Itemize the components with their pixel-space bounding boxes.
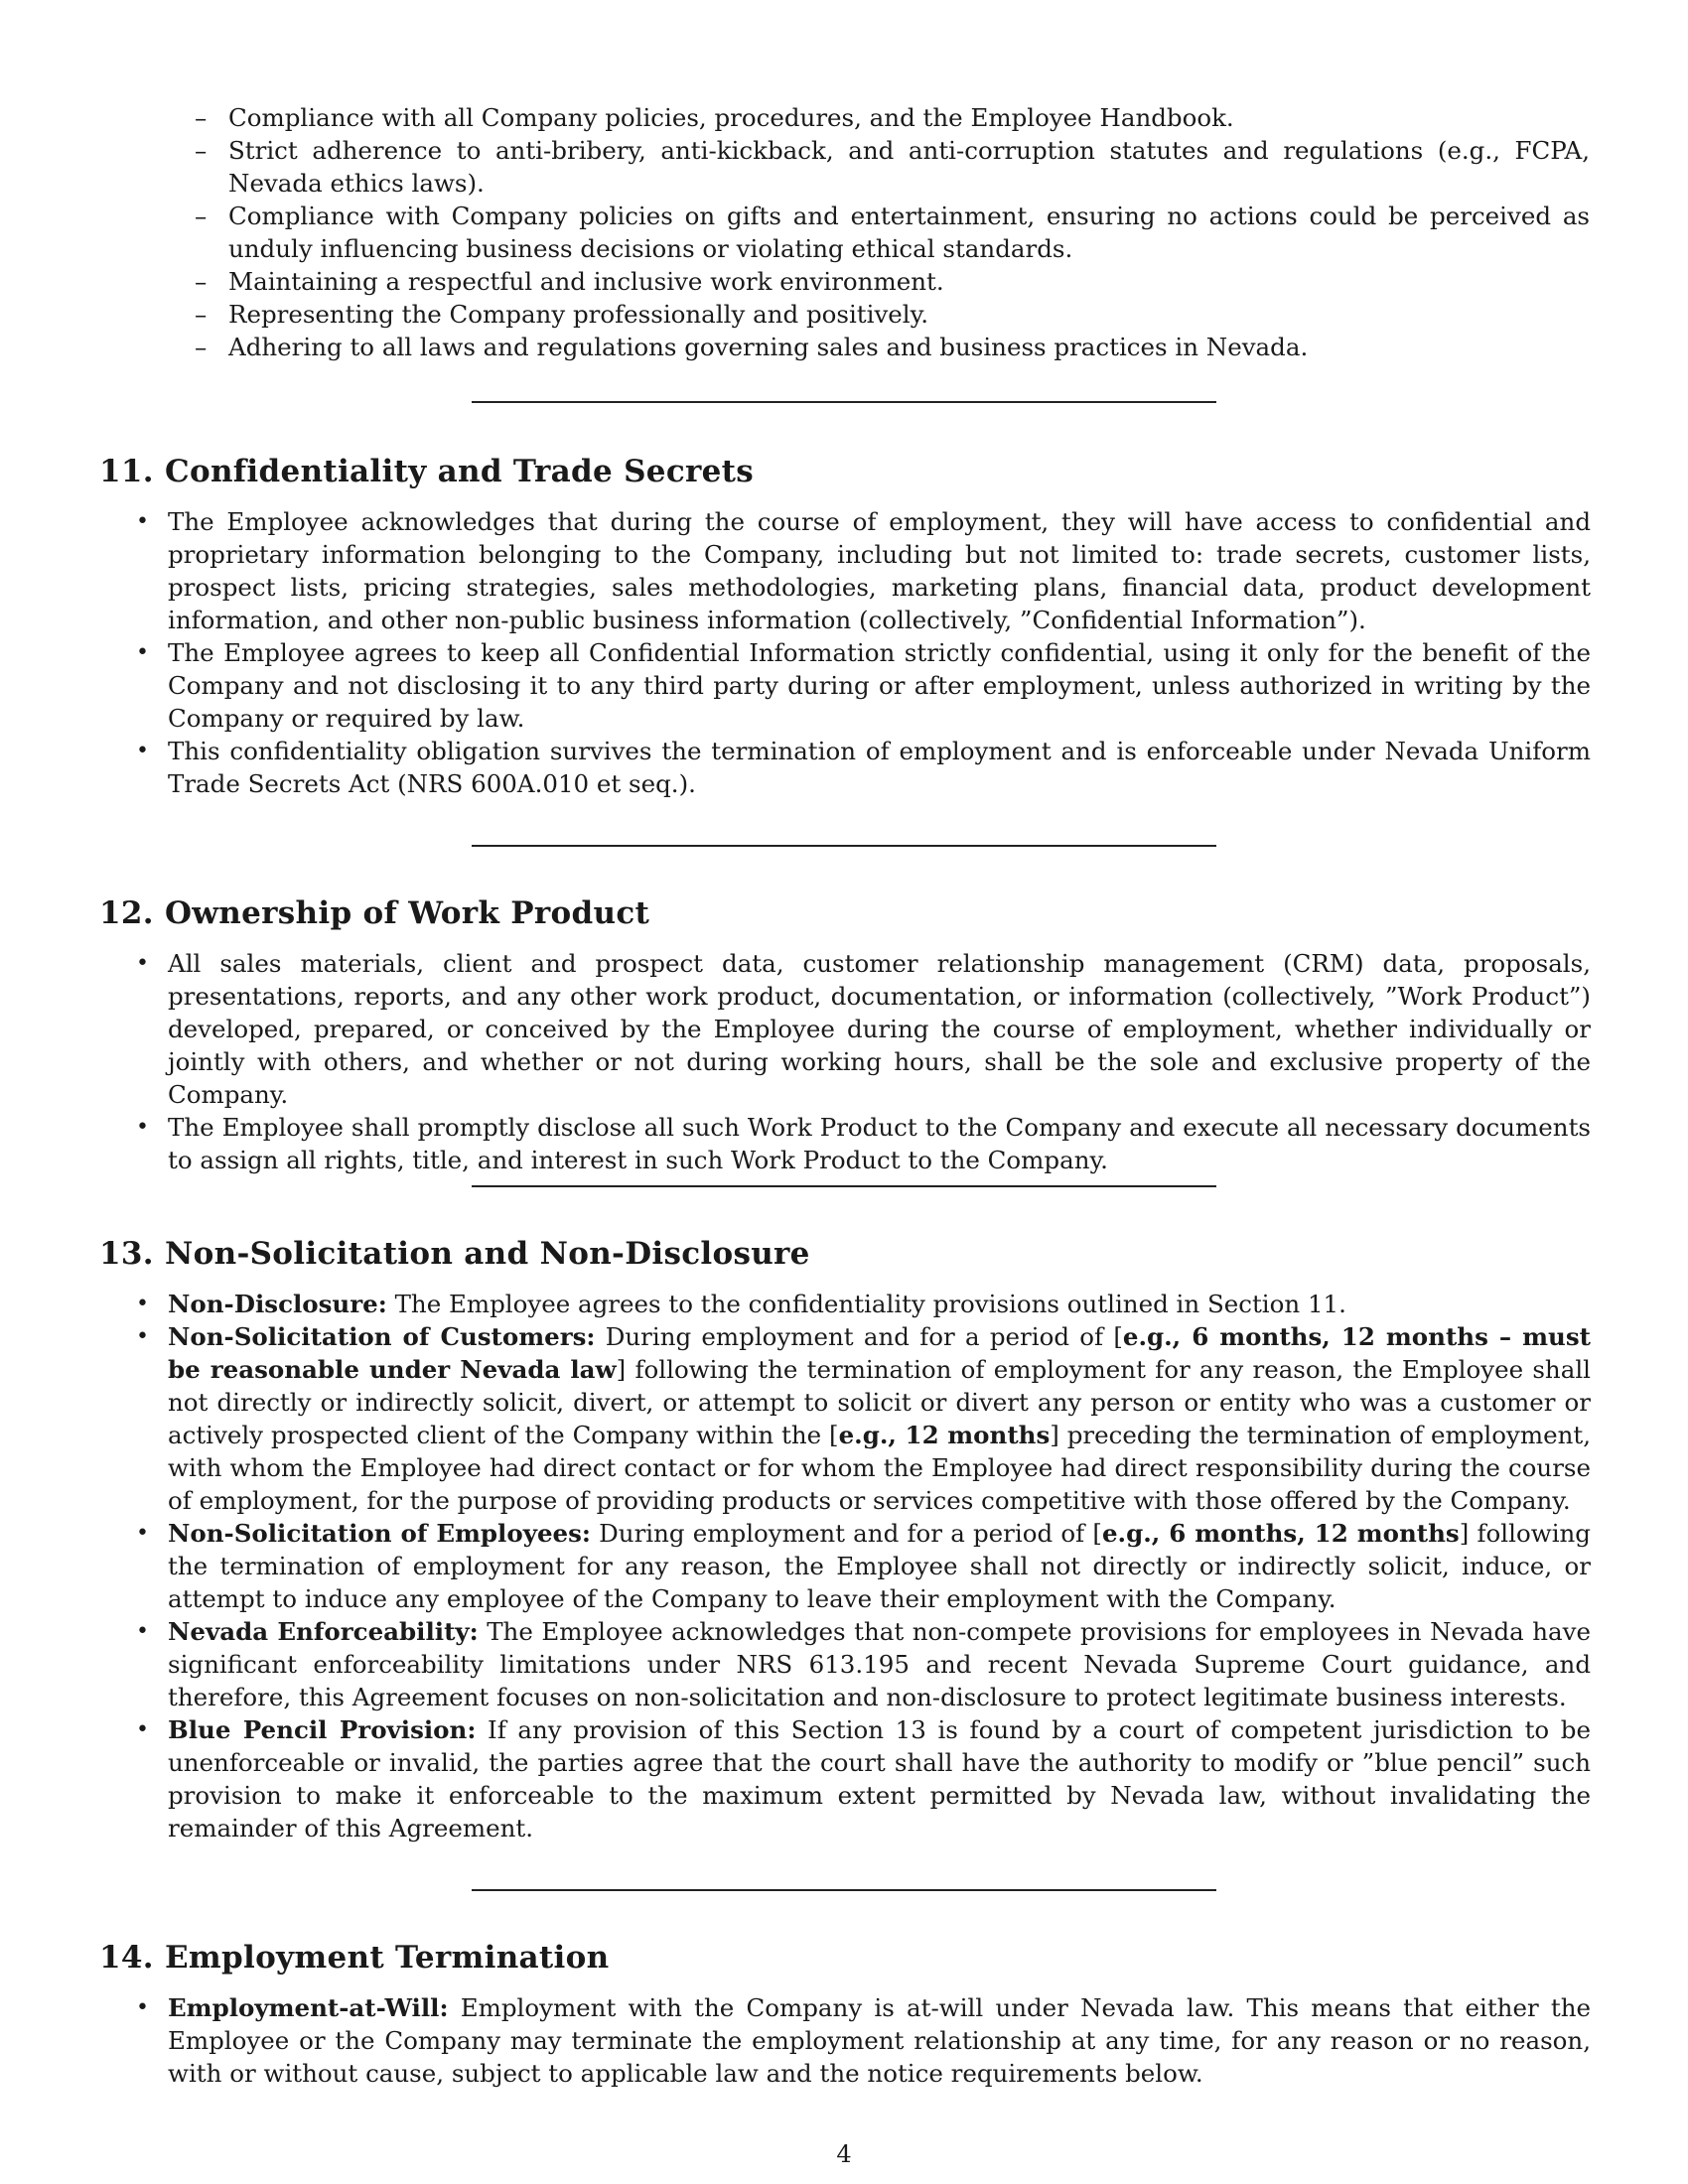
item-label: Blue Pencil Provision:	[168, 1715, 477, 1744]
bullet-marker: •	[136, 1619, 149, 1644]
page-number: 4	[836, 2140, 852, 2168]
section-12	[99, 893, 1591, 1176]
list-item: • All sales materials, client and prospect data, customer relationship management (CRM) data, proposals, presentations, reports, and any other work product, documentation, or information (collectively, ”Work Product”) developed, prepared, or conceived by the Employee during the course of employment, whether individually or jointly with others, and whether or not during working hours, shall be the sole and exclusive property of the Company.	[136, 949, 1591, 1109]
section-11	[99, 452, 1591, 800]
section-divider	[472, 1889, 1216, 1891]
section-divider	[472, 845, 1216, 847]
item-label: Non-Solicitation of Customers:	[168, 1322, 596, 1351]
dash-marker: –	[195, 300, 208, 329]
item-label: Non-Disclosure:	[168, 1290, 387, 1318]
section-14-list	[99, 1991, 1591, 2090]
list-item: – Compliance with Company policies on gifts and entertainment, ensuring no actions could be perceived as unduly influencing business decisions or violating ethical standards.	[195, 202, 1590, 263]
section-heading: 14. Employment Termination	[99, 1940, 610, 1976]
item-label: Non-Solicitation of Employees:	[168, 1519, 591, 1548]
section-divider	[472, 1185, 1216, 1187]
bullet-marker: •	[136, 1324, 149, 1349]
bullet-marker: •	[136, 640, 149, 665]
bullet-marker: •	[136, 1995, 149, 2020]
section-heading: 12. Ownership of Work Product	[99, 895, 650, 931]
bullet-marker: •	[136, 1115, 149, 1140]
dash-marker: –	[195, 202, 208, 230]
list-item: • The Employee shall promptly disclose all such Work Product to the Company and execute all necessary documents to assign all rights, title, and interest in such Work Product to the Company.	[136, 1113, 1591, 1174]
bullet-marker: •	[136, 739, 149, 763]
bullet-marker: •	[136, 1292, 149, 1316]
section-heading: 13. Non-Solicitation and Non-Disclosure	[99, 1236, 810, 1272]
bullet-marker: •	[136, 509, 149, 534]
bullet-marker: •	[136, 951, 149, 976]
section-14	[99, 1938, 1591, 2090]
item-label: Nevada Enforceability:	[168, 1617, 479, 1646]
list-item: • Blue Pencil Provision: If any provision of this Section 13 is found by a court of competent jurisdiction to be unenforceable or invalid, the parties agree that the court shall have the authority to modify or ”blue pencil” such provision to make it enforceable to the maximum extent permitted by Nevada law, without invalidating the remainder of this Agreement.	[136, 1715, 1591, 1843]
conduct-requirements-list	[195, 101, 1590, 363]
dash-marker: –	[195, 333, 208, 361]
list-item: – Representing the Company professionally and positively.	[195, 300, 929, 329]
item-label: Employment-at-Will:	[168, 1993, 449, 2022]
bullet-marker: •	[136, 1521, 149, 1546]
dash-marker: –	[195, 267, 208, 296]
list-item: – Maintaining a respectful and inclusive work environment.	[195, 267, 944, 296]
list-item: – Strict adherence to anti-bribery, anti-kickback, and anti-corruption statutes and regulations (e.g., FCPA, Nevada ethics laws).	[195, 136, 1590, 198]
list-item: • The Employee agrees to keep all Confidential Information strictly confidential, using it only for the benefit of the Company and not disclosing it to any third party during or after employment, unless authorized in writing by the Company or required by law.	[136, 638, 1591, 733]
bullet-marker: •	[136, 1717, 149, 1742]
list-item: • Non-Solicitation of Customers: During employment and for a period of [e.g., 6 months, 12 months – must be reasonable under Nevada law] following the termination of employment for any reason, the Employee shall not directly or indirectly solicit, divert, or attempt to solicit or divert any person or entity who was a customer or actively prospected client of the Company within the [e.g., 12 months] preceding the termination of employment, with whom the Employee had direct contact or for whom the Employee had direct responsibility during the course of employment, for the purpose of providing products or services competitive with those offered by the Company.	[136, 1322, 1591, 1515]
dash-marker: –	[195, 136, 208, 165]
section-11-list	[99, 505, 1591, 800]
list-item: • The Employee acknowledges that during the course of employment, they will have access to confidential and proprietary information belonging to the Company, including but not limited to: trade secrets, customer lists, prospect lists, pricing strategies, sales methodologies, marketing plans, financial data, product development information, and other non-public business information (collectively, ”Confidential Information”).	[136, 507, 1591, 634]
list-item: • Non-Disclosure: The Employee agrees to the confidentiality provisions outlined in Section 11.	[136, 1290, 1346, 1318]
list-item: • Non-Solicitation of Employees: During employment and for a period of [e.g., 6 months, 12 months] following the termination of employment for any reason, the Employee shall not directly or indirectly solicit, induce, or attempt to induce any employee of the Company to leave their employment with the Company.	[136, 1519, 1591, 1613]
section-13	[99, 1234, 1591, 1844]
list-item: – Compliance with all Company policies, procedures, and the Employee Handbook.	[195, 103, 1234, 132]
list-item: – Adhering to all laws and regulations governing sales and business practices in Nevada.	[195, 333, 1309, 361]
dash-marker: –	[195, 103, 208, 132]
list-item: • Employment-at-Will: Employment with the Company is at-will under Nevada law. This means that either the Employee or the Company may terminate the employment relationship at any time, for any reason or no reason, with or without cause, subject to applicable law and the notice requirements below.	[136, 1993, 1591, 2088]
section-12-list	[99, 947, 1591, 1176]
list-item: • Nevada Enforceability: The Employee acknowledges that non-compete provisions for employees in Nevada have significant enforceability limitations under NRS 613.195 and recent Nevada Supreme Court guidance, and therefore, this Agreement focuses on non-solicitation and non-disclosure to protect legitimate business interests.	[136, 1617, 1591, 1711]
list-item: • This confidentiality obligation survives the termination of employment and is enforceable under Nevada Uniform Trade Secrets Act (NRS 600A.010 et seq.).	[136, 737, 1591, 798]
section-heading: 11. Confidentiality and Trade Secrets	[99, 454, 755, 489]
section-divider	[472, 401, 1216, 403]
section-13-list	[99, 1288, 1591, 1844]
